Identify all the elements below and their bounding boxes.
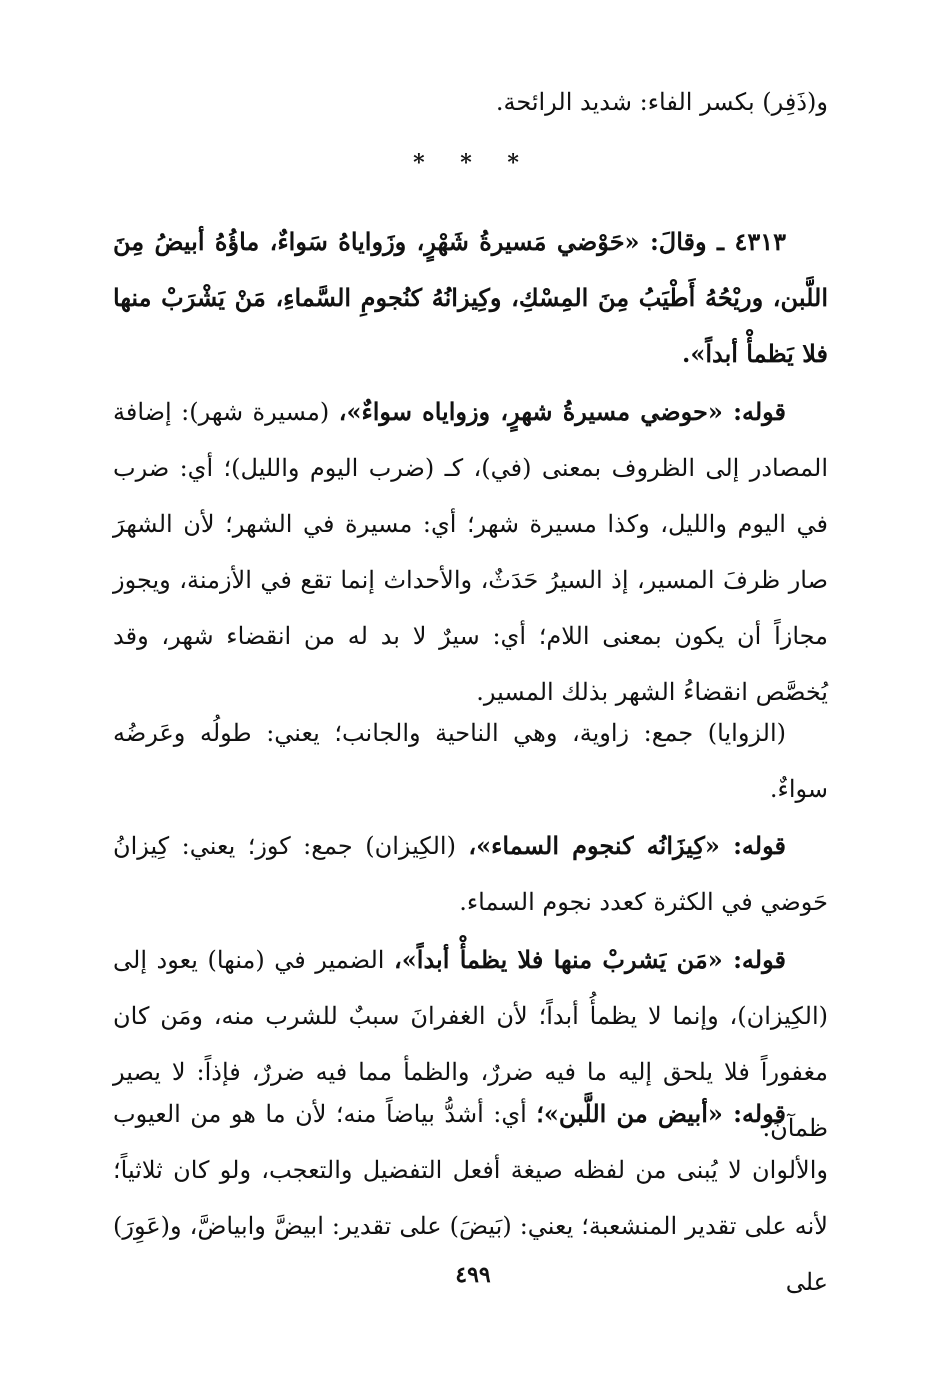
commentary-lead-5: قوله: «أبيض من اللَّبن»؛: [536, 1099, 786, 1128]
page-number: ٤٩٩: [455, 1262, 491, 1288]
top-line: [113, 74, 828, 130]
commentary-text-5: أي: أشدُّ بياضاً منه؛ لأن ما هو من العيوب والألوان لا يُبنى من لفظه صيغة أفعل التفضيل والتعجب، ولو كان ثلاثياً؛ لأنه على تقدير المنشعبة؛ يعني: (بَيضَ) على تقدير: ابيضَّ وابياضَّ، و(عَوِرَ) على: [113, 1100, 828, 1296]
hadith-text: «حَوْضي مَسيرةُ شَهْرٍ، وزَواياهُ سَواءٌ، ماؤُهُ أبيضُ مِنَ اللَّبن، وريْحُهُ أَطْيَبُ مِنَ المِسْكِ، وكِيزانُهُ كنُجومِ السَّماءِ، مَنْ يَشْرَبْ منها فلا يَظمأْ أبداً».: [113, 227, 828, 368]
hadith-number: ٤٣١٣ ـ وقالَ:: [639, 227, 787, 256]
commentary-paragraph-1: [113, 384, 828, 720]
commentary-lead-3: قوله: «كِيزَانُه كنجوم السماء»،: [468, 831, 786, 860]
top-line-text: و(ذَفِر) بكسر الفاء: شديد الرائحة.: [495, 88, 828, 116]
commentary-text-3: (الكِيزان) جمع: كوز؛ يعني: كِيزانُ حَوضي في الكثرة كعدد نجوم السماء.: [113, 832, 828, 916]
commentary-paragraph-3: [113, 818, 828, 930]
commentary-lead-1: قوله: «حوضي مسيرةُ شهرٍ، وزواياه سواءٌ»،: [338, 397, 787, 426]
commentary-text-1: (مسيرة شهر): إضافة المصادر إلى الظروف بمعنى (في)، كـ (ضرب اليوم والليل)؛ أي: ضرب في اليوم والليل، وكذا مسيرة شهر؛ أي: مسيرة في الشهر؛ لأن الشهرَ صار ظرفَ المسير، إذ السيرُ حَدَثٌ، والأحداث إنما تقع في الأزمنة، ويجوز مجازاً أن يكون بمعنى اللام؛ أي: سيرٌ لا بد له من انقضاء شهر، وقد يُخصَّص انقضاءُ الشهر بذلك المسير.: [113, 398, 828, 706]
section-separator: * * *: [413, 150, 533, 176]
commentary-text-2: (الزوايا) جمع: زاوية، وهي الناحية والجانب؛ يعني: طولُه وعَرضُه سواءٌ.: [113, 719, 828, 803]
hadith-paragraph: [113, 214, 828, 382]
commentary-text-4: الضمير في (منها) يعود إلى (الكِيزان)، وإنما لا يظمأُ أبداً؛ لأن الغفرانَ سببٌ للشرب منه، ومَن كان مغفوراً فلا يلحق إليه ما فيه ضررٌ، والظمأ مما فيه ضررٌ، فإذاً: لا يصير ظمآنَ.: [113, 946, 828, 1142]
commentary-lead-4: قوله: «مَن يَشربْ منها فلا يظمأْ أبداً»،: [394, 945, 786, 974]
commentary-paragraph-2: [113, 705, 828, 817]
